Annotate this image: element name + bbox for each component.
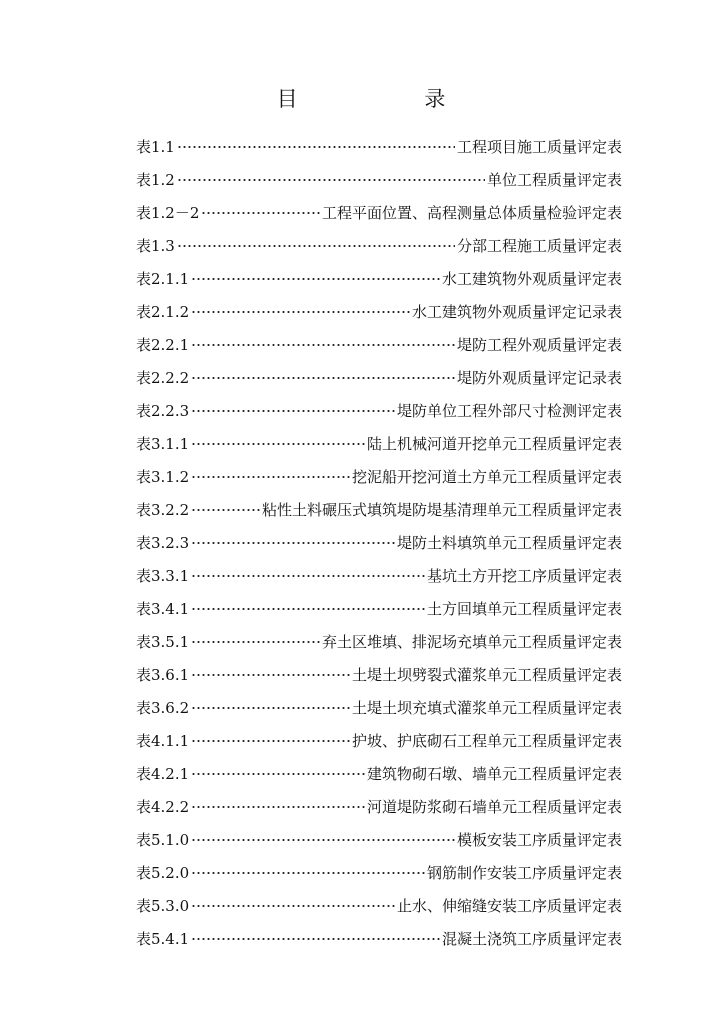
toc-entry-label: 表4.1.1 [136, 731, 190, 750]
toc-entry [136, 889, 622, 922]
toc-entry-title: 堤防工程外观质量评定表 [456, 335, 622, 354]
toc-entry-title: 工程项目施工质量评定表 [456, 137, 622, 156]
toc-entry-title: 挖泥船开挖河道土方单元工程质量评定表 [351, 467, 622, 486]
toc-entry-title: 堤防土料填筑单元工程质量评定表 [396, 533, 622, 552]
toc-entry [136, 823, 622, 856]
toc-entry-label: 表4.2.1 [136, 764, 190, 783]
toc-dot-leader [191, 665, 350, 685]
toc-entry-label: 表3.3.1 [136, 566, 190, 585]
toc-dot-leader [191, 731, 350, 751]
toc-dot-leader [191, 896, 395, 916]
toc-dot-leader [191, 764, 365, 784]
toc-entry-title: 堤防外观质量评定记录表 [456, 368, 622, 387]
toc-entry [136, 526, 622, 559]
toc-entry-title: 建筑物砌石墩、墙单元工程质量评定表 [366, 764, 622, 783]
toc-dot-leader [191, 698, 350, 718]
toc-entry-title: 单位工程质量评定表 [486, 170, 622, 189]
toc-dot-leader [191, 335, 455, 355]
toc-entry-label: 表5.2.0 [136, 863, 190, 882]
toc-dot-leader [191, 467, 350, 487]
toc-entry [136, 559, 622, 592]
toc-entry-label: 表3.2.2 [136, 500, 190, 519]
toc-entry [136, 163, 622, 196]
toc-dot-leader [191, 269, 440, 289]
toc-entry-title: 粘性土料碾压式填筑堤防堤基清理单元工程质量评定表 [261, 500, 622, 519]
toc-dot-leader [191, 929, 440, 949]
toc-entry [136, 922, 622, 955]
toc-entry-title: 河道堤防浆砌石墙单元工程质量评定表 [366, 797, 622, 816]
toc-entry-label: 表2.2.1 [136, 335, 190, 354]
toc-entry-label: 表5.1.0 [136, 830, 190, 849]
toc-dot-leader [177, 236, 455, 256]
toc-entry [136, 262, 622, 295]
toc-dot-leader [191, 797, 365, 817]
toc-entry [136, 328, 622, 361]
toc-entry-label: 表3.2.3 [136, 533, 190, 552]
toc-dot-leader [191, 302, 410, 322]
toc-entry-title: 止水、伸缩缝安装工序质量评定表 [396, 896, 622, 915]
toc-entry [136, 295, 622, 328]
toc-entry [136, 856, 622, 889]
toc-entry-title: 土方回填单元工程质量评定表 [426, 599, 622, 618]
toc-entry [136, 361, 622, 394]
toc-entry-label: 表3.4.1 [136, 599, 190, 618]
toc-entry [136, 427, 622, 460]
toc-dot-leader [191, 830, 455, 850]
toc-entry-label: 表1.2 [136, 170, 175, 189]
toc-entry-label: 表2.1.1 [136, 269, 190, 288]
toc-entry-label: 表4.2.2 [136, 797, 190, 816]
toc-entry-title: 模板安装工序质量评定表 [456, 830, 622, 849]
toc-entry-title: 水工建筑物外观质量评定记录表 [411, 302, 622, 321]
toc-dot-leader [191, 533, 395, 553]
toc-dot-leader [191, 863, 425, 883]
toc-entry [136, 790, 622, 823]
toc-entry-title: 土堤土坝劈裂式灌浆单元工程质量评定表 [351, 665, 622, 684]
toc-dot-leader [191, 368, 455, 388]
toc-entry-title: 工程平面位置、高程测量总体质量检验评定表 [321, 203, 622, 222]
toc-dot-leader [191, 566, 425, 586]
toc-entry [136, 493, 622, 526]
toc-entry-label: 表1.2－2 [136, 203, 200, 222]
toc-entry-label: 表3.6.1 [136, 665, 190, 684]
toc-entry-label: 表1.1 [136, 137, 175, 156]
page-title: 目 录 [276, 87, 506, 111]
toc-dot-leader [177, 137, 455, 157]
toc-entry [136, 229, 622, 262]
toc-dot-leader [191, 401, 395, 421]
toc-entry [136, 592, 622, 625]
toc-entry-label: 表1.3 [136, 236, 175, 255]
toc-entry-title: 钢筋制作安装工序质量评定表 [426, 863, 622, 882]
toc-entry-title: 土堤土坝充填式灌浆单元工程质量评定表 [351, 698, 622, 717]
toc-entry-label: 表5.4.1 [136, 929, 190, 948]
toc-dot-leader [201, 203, 320, 223]
toc-entry-title: 陆上机械河道开挖单元工程质量评定表 [366, 434, 622, 453]
toc-entry [136, 691, 622, 724]
toc-entry [136, 460, 622, 493]
toc-dot-leader [191, 434, 365, 454]
toc-dot-leader [191, 599, 425, 619]
toc-entry-label: 表5.3.0 [136, 896, 190, 915]
toc-entry-title: 混凝土浇筑工序质量评定表 [441, 929, 622, 948]
toc-entry-title: 水工建筑物外观质量评定表 [441, 269, 622, 288]
toc-entry-label: 表3.6.2 [136, 698, 190, 717]
toc-entry-label: 表2.2.3 [136, 401, 190, 420]
toc-entry [136, 625, 622, 658]
toc-entry [136, 757, 622, 790]
toc-dot-leader [191, 632, 320, 652]
toc-entry-label: 表3.1.1 [136, 434, 190, 453]
toc-entry-label: 表3.1.2 [136, 467, 190, 486]
toc-entry [136, 196, 622, 229]
toc-dot-leader [177, 170, 485, 190]
toc-entry-label: 表2.1.2 [136, 302, 190, 321]
table-of-contents [136, 130, 622, 955]
toc-entry-label: 表2.2.2 [136, 368, 190, 387]
toc-entry [136, 658, 622, 691]
toc-entry-title: 弃土区堆填、排泥场充填单元工程质量评定表 [321, 632, 622, 651]
toc-entry-label: 表3.5.1 [136, 632, 190, 651]
toc-entry-title: 基坑土方开挖工序质量评定表 [426, 566, 622, 585]
toc-entry-title: 护坡、护底砌石工程单元工程质量评定表 [351, 731, 622, 750]
toc-entry [136, 394, 622, 427]
toc-entry-title: 堤防单位工程外部尺寸检测评定表 [396, 401, 622, 420]
toc-entry-title: 分部工程施工质量评定表 [456, 236, 622, 255]
toc-entry [136, 724, 622, 757]
toc-dot-leader [191, 500, 260, 520]
toc-entry [136, 130, 622, 163]
